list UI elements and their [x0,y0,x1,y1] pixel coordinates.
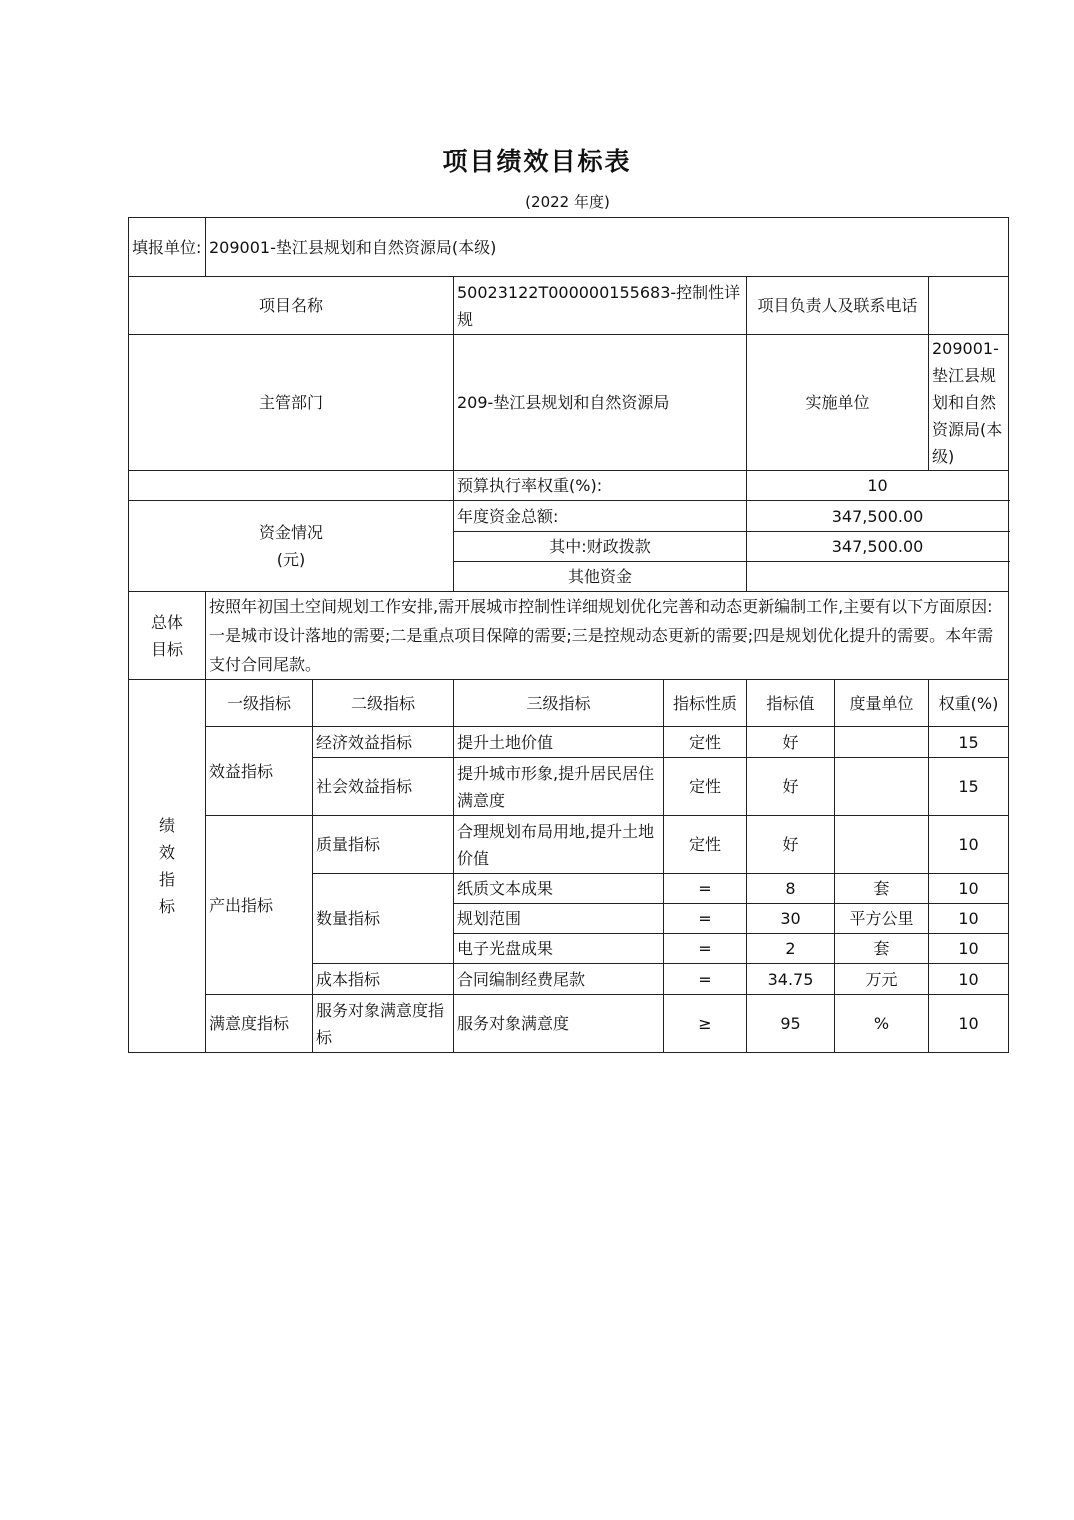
unit-cell: 万元 [835,964,929,995]
table-row [129,727,1009,758]
nature-cell: = [664,964,747,995]
performance-target-table [128,217,1009,1053]
weight-cell: 10 [929,964,1009,995]
page-subtitle: (2022 年度) [525,193,610,211]
weight-cell: 10 [929,874,1009,904]
unit-cell [835,727,929,758]
indicator-section-label [129,680,206,1053]
unit-cell [835,816,929,874]
header-level3: 三级指标 [454,680,664,727]
unit-cell: 平方公里 [835,904,929,934]
unit-cell: 套 [835,874,929,904]
goal-text: 按照年初国土空间规划工作安排,需开展城市控制性详细规划优化完善和动态更新编制工作,主要有以下方面原因:一是城市设计落地的需要;二是重点项目保障的需要;三是控规动态更新的需要;四是规划优化提升的需要。本年需支付合同尾款。 [206,592,1009,680]
level1-output: 产出指标 [206,816,313,995]
unit-cell: % [835,995,929,1053]
impl-label: 实施单位 [747,335,929,471]
nature-cell: 定性 [664,816,747,874]
nature-cell: = [664,934,747,964]
level3-cell: 纸质文本成果 [454,874,664,904]
level3-cell: 提升土地价值 [454,727,664,758]
funds-fiscal-label: 其中:财政拨款 [454,532,747,562]
level3-cell: 服务对象满意度 [454,995,664,1053]
level3-cell: 电子光盘成果 [454,934,664,964]
level2-social: 社会效益指标 [313,758,454,816]
value-cell: 95 [747,995,835,1053]
nature-cell: = [664,904,747,934]
weight-cell: 10 [929,904,1009,934]
level2-economic: 经济效益指标 [313,727,454,758]
dept-value: 209-垫江县规划和自然资源局 [454,335,747,471]
funds-fiscal-value: 347,500.00 [747,532,1009,562]
funds-total-value: 347,500.00 [747,501,1009,532]
header-weight: 权重(%) [929,680,1009,727]
funds-total-label: 年度资金总额: [454,501,747,532]
project-name-value: 50023122T000000155683-控制性详规 [454,277,747,335]
level3-cell: 提升城市形象,提升居民居住满意度 [454,758,664,816]
nature-cell: ≥ [664,995,747,1053]
nature-cell: 定性 [664,727,747,758]
table-row [129,995,1009,1053]
weight-cell: 15 [929,758,1009,816]
header-unit: 度量单位 [835,680,929,727]
level2-cost: 成本指标 [313,964,454,995]
unit-cell: 套 [835,934,929,964]
funds-other-label: 其他资金 [454,562,747,592]
header-level2: 二级指标 [313,680,454,727]
level3-cell: 合理规划布局用地,提升土地价值 [454,816,664,874]
budget-weight-value: 10 [747,471,1009,501]
goal-label-line1: 总体 [150,612,183,632]
table-row [129,816,1009,874]
funds-label [129,501,454,592]
value-cell: 好 [747,758,835,816]
unit-cell [835,758,929,816]
filler-label: 填报单位: [129,218,206,277]
nature-cell: = [664,874,747,904]
level2-quality: 质量指标 [313,816,454,874]
level3-cell: 合同编制经费尾款 [454,964,664,995]
weight-cell: 10 [929,816,1009,874]
indicator-label-char: 标 [158,897,175,916]
level2-quantity: 数量指标 [313,874,454,964]
weight-cell: 15 [929,727,1009,758]
header-nature: 指标性质 [664,680,747,727]
level1-satisfaction: 满意度指标 [206,995,313,1053]
budget-weight-blank [129,471,454,501]
header-value: 指标值 [747,680,835,727]
nature-cell: 定性 [664,758,747,816]
value-cell: 好 [747,816,835,874]
contact-label: 项目负责人及联系电话 [747,277,929,335]
goal-label-line2: 目标 [150,639,183,659]
budget-weight-label: 预算执行率权重(%): [454,471,747,501]
indicator-label-char: 绩 [158,816,175,835]
goal-label [129,592,206,680]
level2-service: 服务对象满意度指标 [313,995,454,1053]
dept-label: 主管部门 [129,335,454,471]
level3-cell: 规划范围 [454,904,664,934]
value-cell: 8 [747,874,835,904]
value-cell: 34.75 [747,964,835,995]
level1-benefit: 效益指标 [206,727,313,816]
weight-cell: 10 [929,995,1009,1053]
impl-value: 209001-垫江县规划和自然资源局(本级) [929,335,1009,471]
funds-label-line1: 资金情况 [258,523,323,542]
funds-other-value [747,562,1009,592]
indicator-label-char: 效 [158,843,175,862]
contact-value [929,277,1009,335]
funds-label-line2: (元) [276,550,306,569]
weight-cell: 10 [929,934,1009,964]
value-cell: 30 [747,904,835,934]
value-cell: 好 [747,727,835,758]
value-cell: 2 [747,934,835,964]
filler-value: 209001-垫江县规划和自然资源局(本级) [206,218,1009,277]
indicator-label-char: 指 [158,870,175,889]
project-name-label: 项目名称 [129,277,454,335]
header-level1: 一级指标 [206,680,313,727]
page-title: 项目绩效目标表 [442,147,632,176]
